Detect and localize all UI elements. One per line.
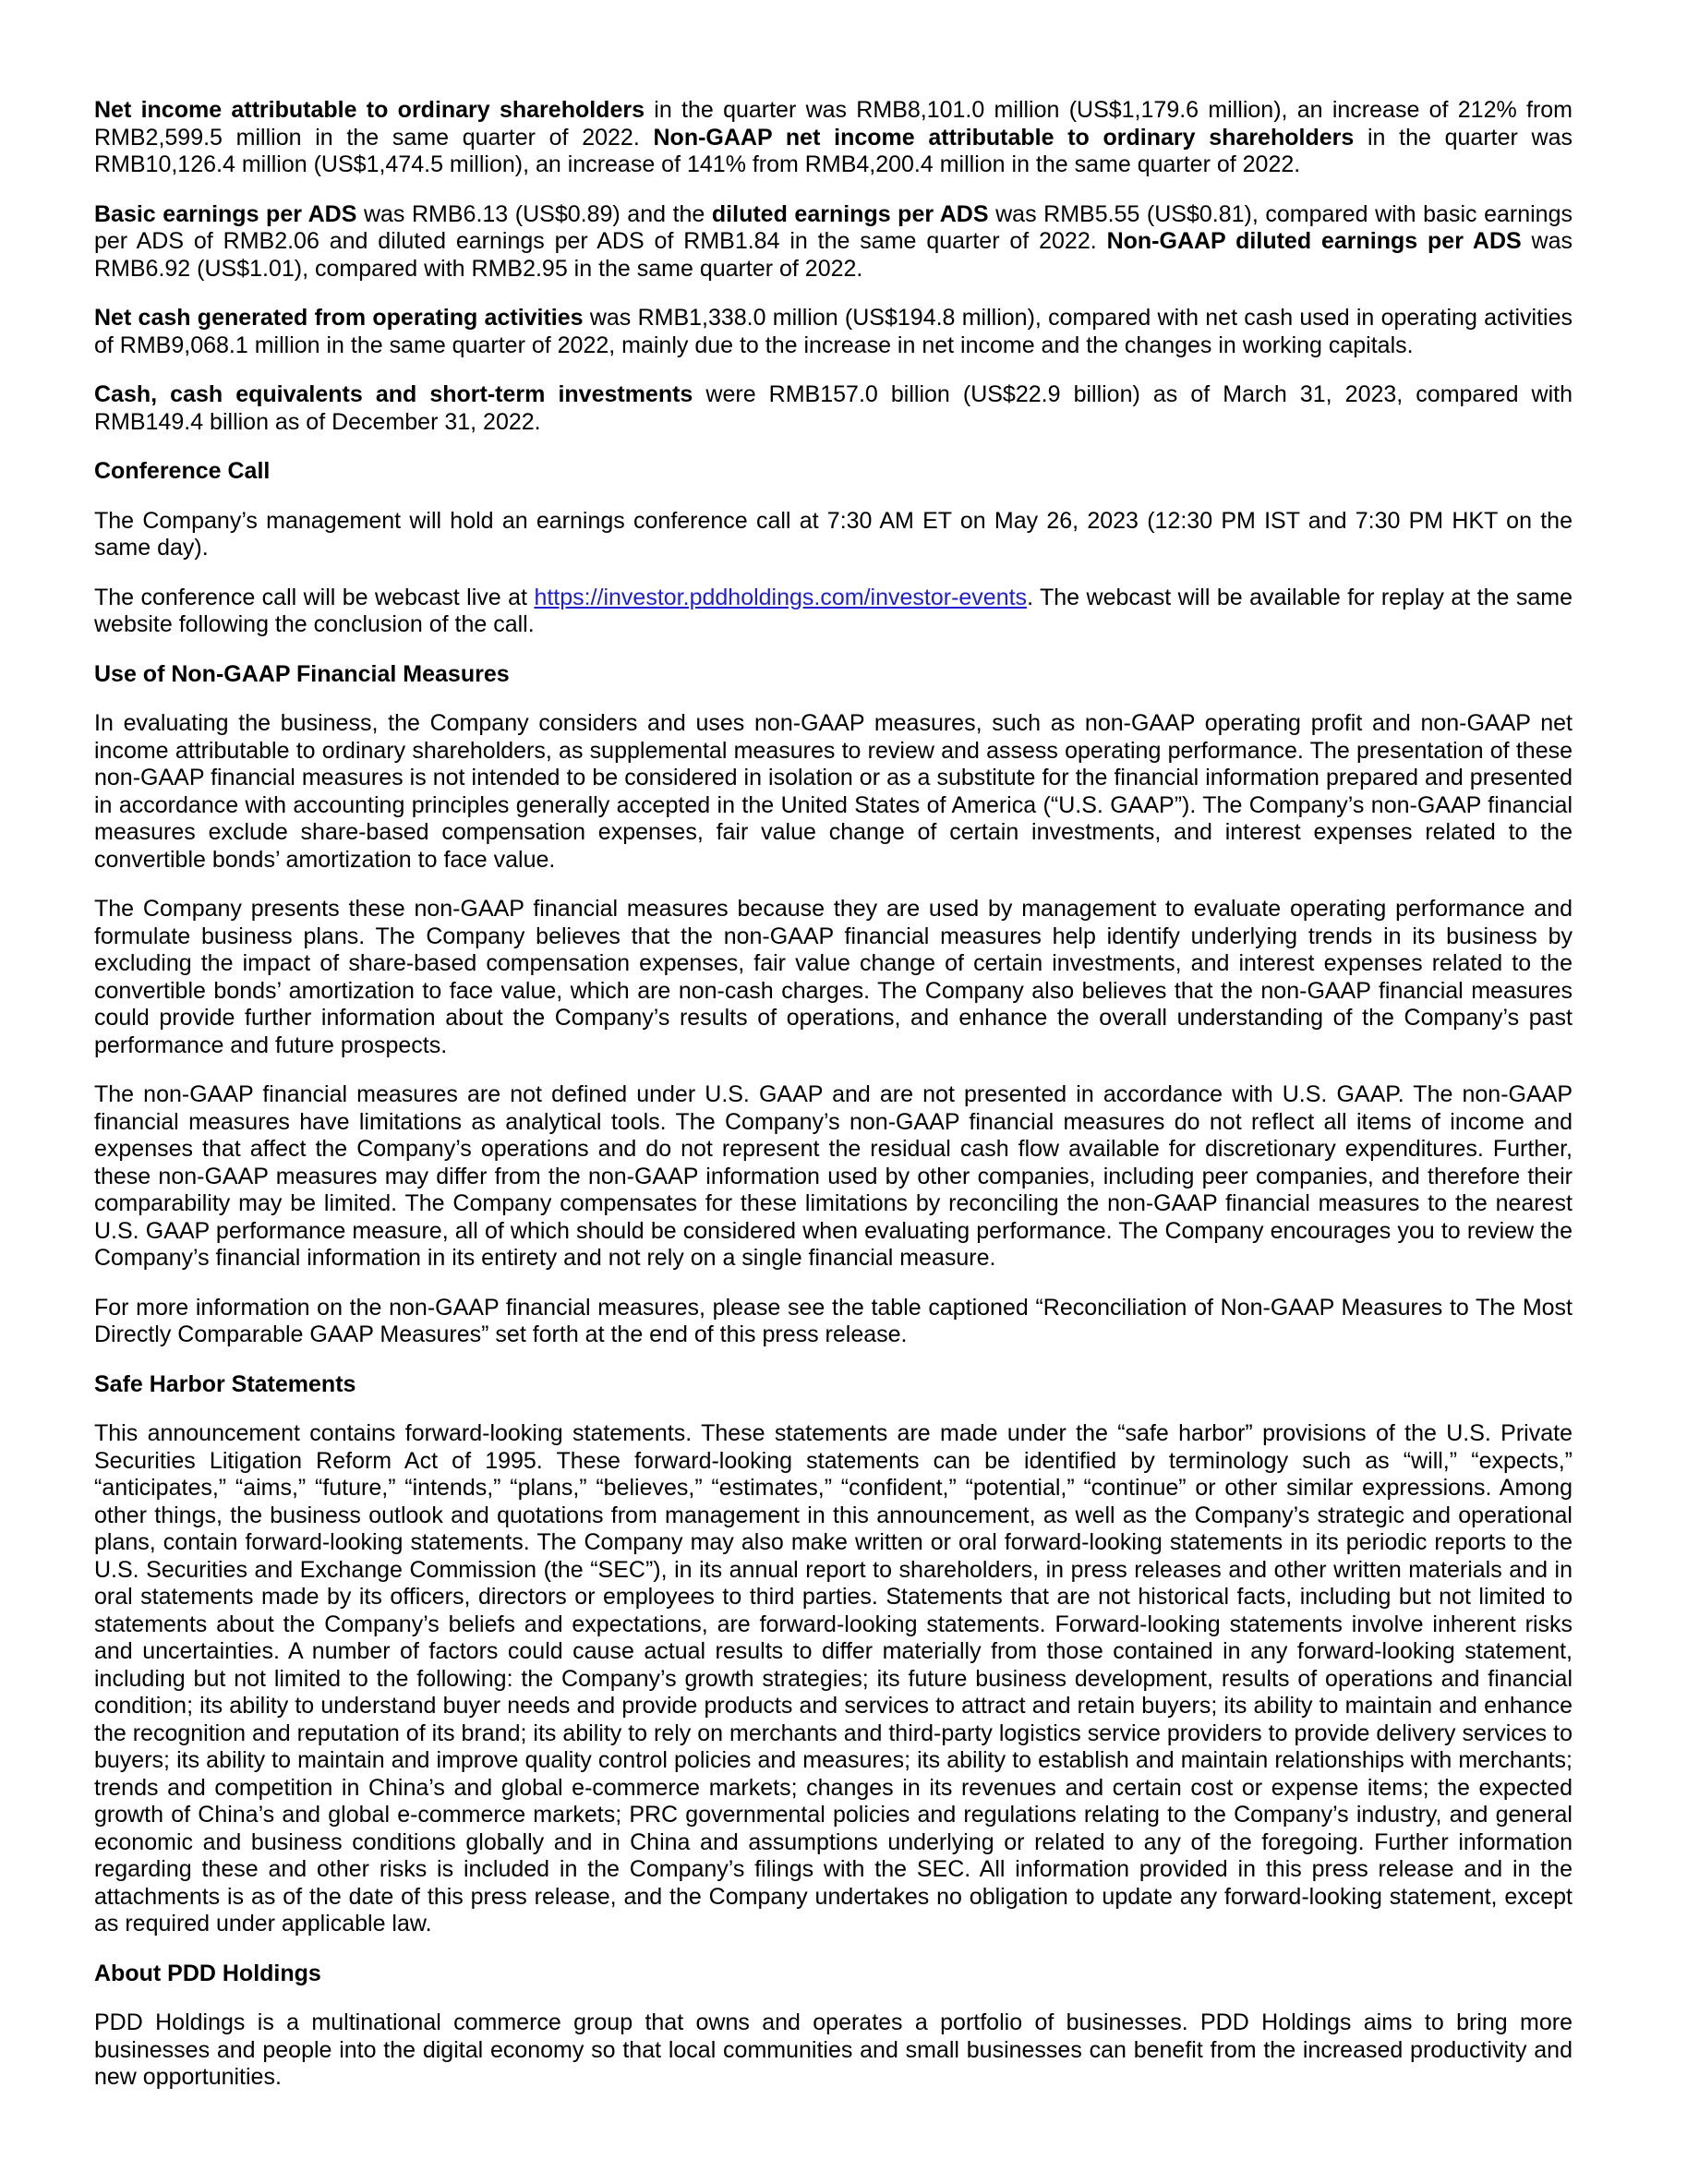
text-run: was RMB5.55 (US$0.81), compared with basic earnings per ADS of RMB2.06 and diluted earnings per ADS of RMB1.84 in the same quarter of 2022. [94,200,1573,254]
text-run: . The webcast will be available for replay at the same website following the conclusion of the call. [94,584,1573,637]
paragraph-cash-equivalents [94,381,1573,436]
bold-text-run: diluted earnings per ADS [711,200,989,227]
bold-text-run: Basic earnings per ADS [94,200,357,227]
heading-safe-harbor: Safe Harbor Statements [94,1370,356,1397]
bold-text-run: Cash, cash equivalents and short-term investments [94,381,693,407]
bold-text-run: Net income attributable to ordinary shareholders [94,97,645,123]
text-run: The Company’s management will hold an earnings conference call at 7:30 AM ET on May 26, 2023 (12:30 PM IST and 7:30 PM HKT on the same day). [94,507,1573,561]
heading-about-pdd: About PDD Holdings [94,1960,321,1986]
paragraph-non-gaap-more-info [94,1295,1573,1349]
paragraph-webcast-link [94,585,1573,639]
text-run: For more information on the non-GAAP financial measures, please see the table captioned “Reconciliation of Non-GAAP Measures to The Most Directly Comparable GAAP Measures” set forth at the end of this press release. [94,1294,1573,1347]
bold-text-run: Non-GAAP net income attributable to ordinary shareholders [653,124,1355,151]
text-run: The non-GAAP financial measures are not defined under U.S. GAAP and are not presented in accordance with U.S. GAAP. The non-GAAP financial measures have limitations as analytical tools. The Company’s non-GAAP financial measures do not reflect all items of income and expenses that affect the Company’s operations and do not represent the residual cash flow available for discretionary expenditures. Further, these non-GAAP measures may differ from the non-GAAP information used by other companies, including peer companies, and therefore their comparability may be limited. The Company compensates for these limitations by reconciling the non-GAAP financial measures to the nearest U.S. GAAP performance measure, all of which should be considered when evaluating performance. The Company encourages you to review the Company’s financial information in its entirety and not rely on a single financial measure. [94,1081,1573,1271]
paragraph-earnings-per-ads [94,201,1573,284]
heading-non-gaap-measures: Use of Non-GAAP Financial Measures [94,660,510,687]
investor-events-link[interactable]: https://investor.pddholdings.com/investor-events [534,584,1028,610]
heading-conference-call: Conference Call [94,458,271,484]
paragraph-about-pdd [94,2009,1573,2092]
text-run: The conference call will be webcast live at [94,584,535,610]
text-run: in the quarter was RMB8,101.0 million (US$1,179.6 million), an increase of 212% from RMB2,599.5 million in the same quarter of 2022. [94,97,1573,151]
paragraph-safe-harbor [94,1420,1573,1938]
paragraph-non-gaap-presents [94,896,1573,1059]
paragraph-conference-call-time [94,508,1573,562]
text-run: was RMB6.92 (US$1.01), compared with RMB2.95 in the same quarter of 2022. [94,228,1573,282]
text-run: The Company presents these non-GAAP financial measures because they are used by management to evaluate operating performance and formulate business plans. The Company believes that the non-GAAP financial measures help identify underlying trends in its business by excluding the impact of share-based compensation expenses, fair value change of certain investments, and interest expenses related to the convertible bonds’ amortization to face value, which are non-cash charges. The Company also believes that the non-GAAP financial measures could provide further information about the Company’s results of operations, and enhance the overall understanding of the Company’s past performance and future prospects. [94,896,1573,1058]
bold-text-run: Non-GAAP diluted earnings per ADS [1106,228,1522,254]
text-run: in the quarter was RMB10,126.4 million (US$1,474.5 million), an increase of 141% from RMB4,200.4 million in the same quarter of 2022. [94,124,1573,177]
paragraph-non-gaap-evaluating [94,710,1573,874]
text-run: This announcement contains forward-looking statements. These statements are made under the “safe harbor” provisions of the U.S. Private Securities Litigation Reform Act of 1995. These forward-looking statements can be identified by terminology such as “will,” “expects,” “anticipates,” “aims,” “future,” “intends,” “plans,” “believes,” “estimates,” “confident,” “potential,” “continue” or other similar expressions. Among other things, the business outlook and quotations from management in this announcement, as well as the Company’s strategic and operational plans, contain forward-looking statements. The Company may also make written or oral forward-looking statements in its periodic reports to the U.S. Securities and Exchange Commission (the “SEC”), in its annual report to shareholders, in press releases and other written materials and in oral statements made by its officers, directors or employees to third parties. Statements that are not historical facts, including but not limited to statements about the Company’s beliefs and expectations, are forward-looking statements. Forward-looking statements involve inherent risks and uncertainties. A number of factors could cause actual results to differ materially from those contained in any forward-looking statement, including but not limited to the following: the Company’s growth strategies; its future business development, results of operations and financial condition; its ability to understand buyer needs and provide products and services to attract and retain buyers; its ability to maintain and enhance the recognition and reputation of its brand; its ability to rely on merchants and third-party logistics service providers to provide delivery services to buyers; its ability to maintain and improve quality control policies and measures; its ability to establish and maintain relationships with merchants; trends and competition in China’s and global e-commerce markets; changes in its revenues and certain cost or expense items; the expected growth of China’s and global e-commerce markets; PRC governmental policies and regulations relating to the Company’s industry, and general economic and business conditions globally and in China and assumptions underlying or related to any of the foregoing. Further information regarding these and other risks is included in the Company’s filings with the SEC. All information provided in this press release and in the attachments is as of the date of this press release, and the Company undertakes no obligation to update any forward-looking statement, except as required under applicable law. [94,1420,1573,1937]
paragraph-net-cash-operating [94,305,1573,359]
paragraph-non-gaap-limitations [94,1081,1573,1273]
text-run: were RMB157.0 billion (US$22.9 billion) as of March 31, 2023, compared with RMB149.4 billion as of December 31, 2022. [94,381,1573,435]
paragraph-net-income [94,97,1573,179]
bold-text-run: Net cash generated from operating activities [94,305,584,331]
text-run: PDD Holdings is a multinational commerce group that owns and operates a portfolio of businesses. PDD Holdings aims to bring more businesses and people into the digital economy so that local communities and small businesses can benefit from the increased productivity and new opportunities. [94,2009,1573,2090]
text-run: was RMB6.13 (US$0.89) and the [356,200,712,227]
text-run: was RMB1,338.0 million (US$194.8 million), compared with net cash used in operating activities of RMB9,068.1 million in the same quarter of 2022, mainly due to the increase in net income and the changes in working capitals. [94,305,1573,358]
text-run: In evaluating the business, the Company considers and uses non-GAAP measures, such as non-GAAP operating profit and non-GAAP net income attributable to ordinary shareholders, as supplemental measures to review and assess operating performance. The presentation of these non-GAAP financial measures is not intended to be considered in isolation or as a substitute for the financial information prepared and presented in accordance with accounting principles generally accepted in the United States of America (“U.S. GAAP”). The Company’s non-GAAP financial measures exclude share-based compensation expenses, fair value change of certain investments, and interest expenses related to the convertible bonds’ amortization to face value. [94,710,1573,873]
